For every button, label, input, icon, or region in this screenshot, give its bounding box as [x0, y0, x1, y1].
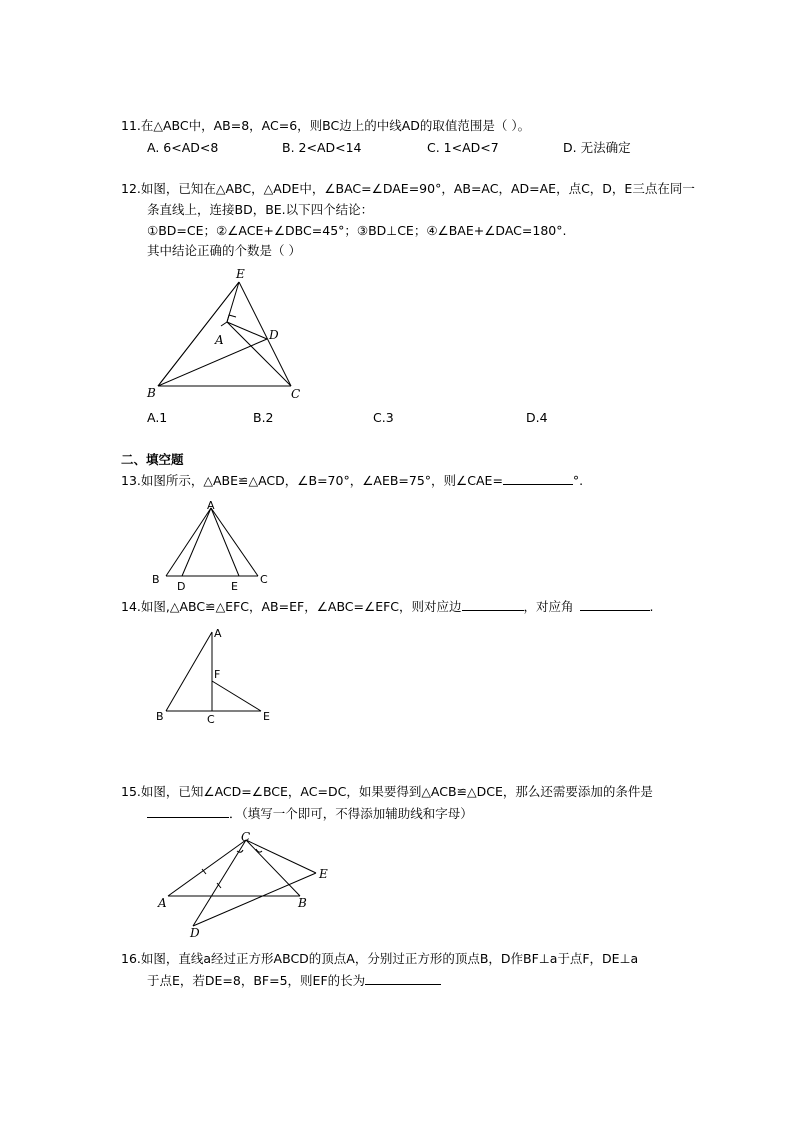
- q15-label-d: D: [190, 926, 200, 940]
- q11-option-a: A. 6<AD<8: [147, 140, 219, 155]
- q12-option-c: C.3: [373, 410, 394, 425]
- q16-answer-blank[interactable]: [365, 971, 441, 985]
- q15-label-e: E: [319, 867, 328, 881]
- q14-label-b: B: [156, 710, 164, 723]
- q12-option-a: A.1: [147, 410, 168, 425]
- q12-label-d: D: [269, 328, 279, 342]
- section-title-fill-in: 二、填空题: [121, 452, 184, 467]
- q14-label-f: F: [214, 668, 221, 681]
- q14-stem: 14.如图,△ABC≌△EFC，AB=EF，∠ABC=∠EFC，则对应边 ，对应角 .: [121, 599, 654, 614]
- q16-stem-line1: 16.如图，直线a经过正方形ABCD的顶点A，分别过正方形的顶点B，D作BF⊥a于点F，DE⊥a: [121, 951, 639, 966]
- q12-stem-line4: 其中结论正确的个数是（ ）: [147, 243, 301, 258]
- q12-stem-line2: 条直线上，连接BD，BE.以下四个结论：: [147, 202, 374, 217]
- q13-stem: 13.如图所示，△ABE≌△ACD，∠B=70°，∠AEB=75°，则∠CAE= °.: [121, 473, 584, 488]
- q12-stem-line3: ①BD=CE；②∠ACE+∠DBC=45°；③BD⊥CE；④∠BAE+∠DAC=180°.: [147, 223, 567, 238]
- q14-edge-blank[interactable]: [462, 597, 524, 611]
- q11-option-b: B. 2<AD<14: [282, 140, 362, 155]
- q13-label-b: B: [152, 573, 160, 586]
- q12-label-b: B: [147, 386, 156, 400]
- q12-figure: [140, 265, 340, 405]
- q13-answer-blank[interactable]: [503, 471, 573, 485]
- q15-figure: [150, 828, 350, 938]
- q13-label-c: C: [260, 573, 268, 586]
- q12-label-a: A: [215, 333, 224, 347]
- q14-label-e: E: [263, 710, 270, 723]
- q12-label-e: E: [236, 267, 245, 281]
- q14-figure: [150, 624, 290, 734]
- q11-option-d: D. 无法确定: [563, 140, 631, 155]
- q12-option-d: D.4: [526, 410, 548, 425]
- q15-label-c: C: [241, 830, 251, 844]
- q12-label-c: C: [291, 387, 301, 401]
- q15-label-b: B: [298, 896, 307, 910]
- q13-label-d: D: [177, 580, 186, 593]
- q16-stem-line2: 于点E，若DE=8，BF=5，则EF的长为: [147, 971, 441, 990]
- q13-label-e: E: [231, 580, 238, 593]
- q12-option-b: B.2: [253, 410, 274, 425]
- q11-option-c: C. 1<AD<7: [427, 140, 499, 155]
- q13-label-a: A: [207, 499, 215, 512]
- q13-figure: [148, 497, 278, 593]
- q15-label-a: A: [158, 896, 167, 910]
- q12-stem-line1: 12.如图，已知在△ABC，△ADE中，∠BAC=∠DAE=90°，AB=AC，AD=AE，点C，D，E三点在同一: [121, 181, 695, 196]
- q15-condition-blank[interactable]: [147, 804, 229, 818]
- q15-stem-line1: 15.如图，已知∠ACD=∠BCE，AC=DC，如果要得到△ACB≌△DCE，那么还需要添加的条件是: [121, 784, 653, 799]
- q11-stem: 11.在△ABC中，AB=8，AC=6，则BC边上的中线AD的取值范围是（ ）。: [121, 118, 531, 133]
- q15-stem-line2: ．（填写一个即可，不得添加辅助线和字母）: [147, 804, 473, 823]
- q14-angle-blank[interactable]: [580, 597, 650, 611]
- q14-label-c: C: [207, 713, 215, 726]
- q14-label-a: A: [214, 627, 222, 640]
